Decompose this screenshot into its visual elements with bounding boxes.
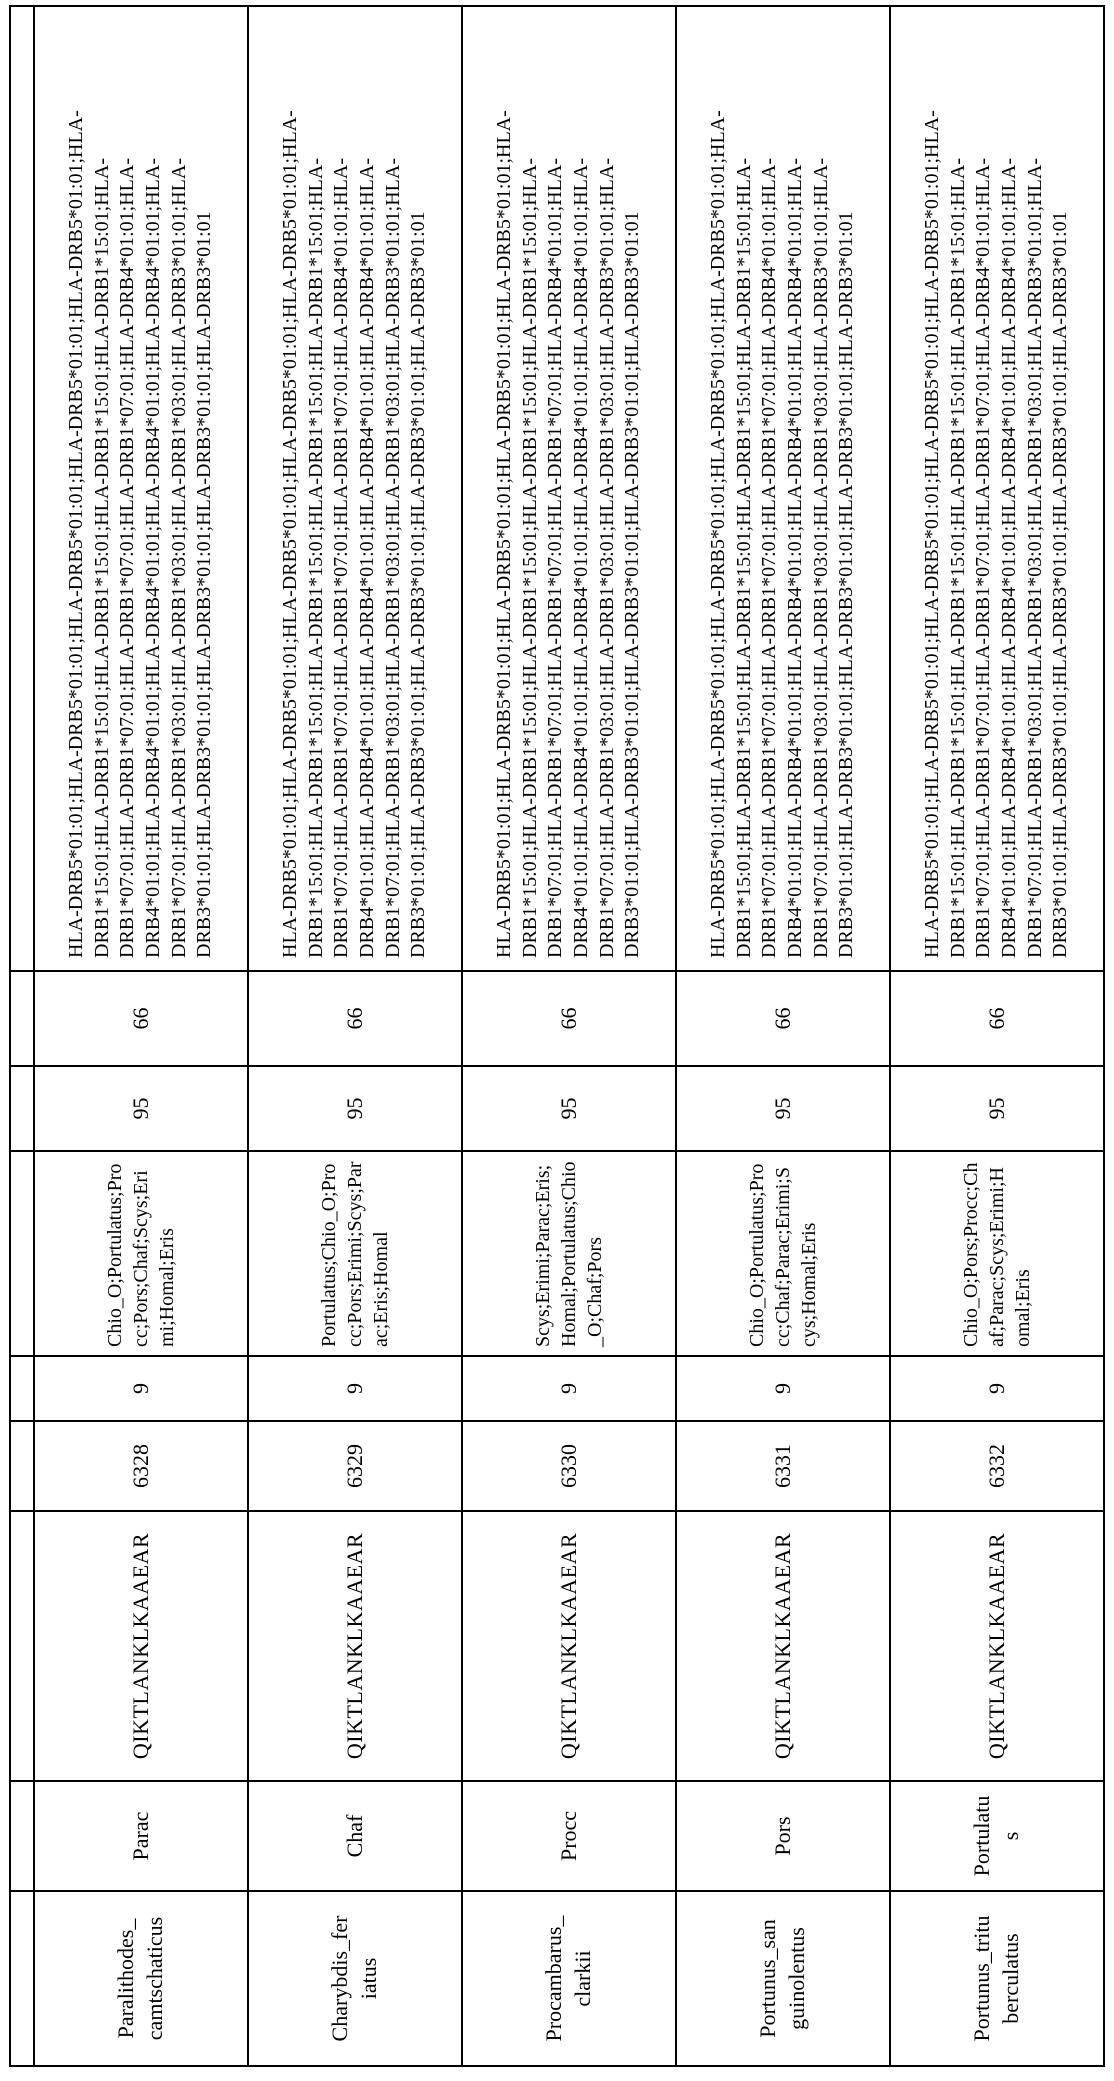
cell-code: Parac — [34, 1781, 248, 1891]
cell-score-b: 66 — [248, 971, 462, 1066]
cell-score-a: 95 — [890, 1066, 1104, 1151]
cell-organisms: Chio_O;Portulatus;Procc;Chaf;Parac;Erimi;Scys;Homal;Eris — [676, 1151, 890, 1356]
header-cell-empty — [10, 1891, 34, 2066]
cell-organisms: Chio_O;Pors;Procc;Chaf;Parac;Scys;Erimi;Homal;Eris — [890, 1151, 1104, 1356]
cell-peptide: QIKTLANKLKAAEAR — [462, 1511, 676, 1781]
cell-score-b: 66 — [676, 971, 890, 1066]
cell-peptide: QIKTLANKLKAAEAR — [34, 1511, 248, 1781]
cell-organisms: Chio_O;Portulatus;Procc;Pors;Chaf;Scys;Erimi;Homal;Eris — [34, 1151, 248, 1356]
cell-score-b: 66 — [890, 971, 1104, 1066]
cell-hla-alleles: HLA-DRB5*01:01;HLA-DRB5*01:01;HLA-DRB5*01:01;HLA-DRB5*01:01;HLA-DRB5*01:01;HLA-DRB1*15:01;HLA-DRB1*15:01;HLA-DRB1*15:01;HLA-DRB1*15:01;HLA-DRB1*15:01;HLA-DRB1*07:01;HLA-DRB1*07:01;HLA-DRB1*07:01;HLA-DRB1*07:01;HLA-DRB4*01:01;HLA-DRB4*01:01;HLA-DRB4*01:01;HLA-DRB4*01:01;HLA-DRB4*01:01;HLA-DRB4*01:01;HLA-DRB1*07:01;HLA-DRB1*03:01;HLA-DRB1*03:01;HLA-DRB1*03:01;HLA-DRB3*01:01;HLA-DRB3*01:01;HLA-DRB3*01:01;HLA-DRB3*01:01;HLA-DRB3*01:01;HLA-DRB3*01:01 — [676, 6, 890, 971]
cell-peptide: QIKTLANKLKAAEAR — [676, 1511, 890, 1781]
table-row — [462, 6, 676, 2066]
cell-species: Portunus_sanguinolentus — [676, 1891, 890, 2066]
rotated-table-container — [9, 7, 1105, 2067]
cell-seq-id: 6328 — [34, 1421, 248, 1511]
cell-seq-id: 6332 — [890, 1421, 1104, 1511]
cell-peptide: QIKTLANKLKAAEAR — [248, 1511, 462, 1781]
table-row — [248, 6, 462, 2066]
header-cell-empty — [10, 1781, 34, 1891]
header-cell-empty — [10, 6, 34, 971]
cell-count: 9 — [34, 1356, 248, 1421]
cell-code: Chaf — [248, 1781, 462, 1891]
cell-score-a: 95 — [676, 1066, 890, 1151]
header-cell-empty — [10, 1356, 34, 1421]
cell-organisms: Scys;Erimi;Parac;Eris;Homal;Portulatus;Chio_O;Chaf;Pors — [462, 1151, 676, 1356]
cell-hla-alleles: HLA-DRB5*01:01;HLA-DRB5*01:01;HLA-DRB5*01:01;HLA-DRB5*01:01;HLA-DRB5*01:01;HLA-DRB1*15:01;HLA-DRB1*15:01;HLA-DRB1*15:01;HLA-DRB1*15:01;HLA-DRB1*15:01;HLA-DRB1*07:01;HLA-DRB1*07:01;HLA-DRB1*07:01;HLA-DRB1*07:01;HLA-DRB4*01:01;HLA-DRB4*01:01;HLA-DRB4*01:01;HLA-DRB4*01:01;HLA-DRB4*01:01;HLA-DRB4*01:01;HLA-DRB1*07:01;HLA-DRB1*03:01;HLA-DRB1*03:01;HLA-DRB1*03:01;HLA-DRB3*01:01;HLA-DRB3*01:01;HLA-DRB3*01:01;HLA-DRB3*01:01;HLA-DRB3*01:01;HLA-DRB3*01:01 — [248, 6, 462, 971]
cell-score-a: 95 — [248, 1066, 462, 1151]
cell-score-a: 95 — [34, 1066, 248, 1151]
cell-code: Portulatus — [890, 1781, 1104, 1891]
header-cell-empty — [10, 971, 34, 1066]
table-row — [676, 6, 890, 2066]
cell-species: Procambarus_clarkii — [462, 1891, 676, 2066]
cell-score-b: 66 — [34, 971, 248, 1066]
cell-hla-alleles: HLA-DRB5*01:01;HLA-DRB5*01:01;HLA-DRB5*01:01;HLA-DRB5*01:01;HLA-DRB5*01:01;HLA-DRB1*15:01;HLA-DRB1*15:01;HLA-DRB1*15:01;HLA-DRB1*15:01;HLA-DRB1*15:01;HLA-DRB1*07:01;HLA-DRB1*07:01;HLA-DRB1*07:01;HLA-DRB1*07:01;HLA-DRB4*01:01;HLA-DRB4*01:01;HLA-DRB4*01:01;HLA-DRB4*01:01;HLA-DRB4*01:01;HLA-DRB4*01:01;HLA-DRB1*07:01;HLA-DRB1*03:01;HLA-DRB1*03:01;HLA-DRB1*03:01;HLA-DRB3*01:01;HLA-DRB3*01:01;HLA-DRB3*01:01;HLA-DRB3*01:01;HLA-DRB3*01:01;HLA-DRB3*01:01 — [890, 6, 1104, 971]
header-cell-empty — [10, 1421, 34, 1511]
cell-code: Procc — [462, 1781, 676, 1891]
cell-hla-alleles: HLA-DRB5*01:01;HLA-DRB5*01:01;HLA-DRB5*01:01;HLA-DRB5*01:01;HLA-DRB5*01:01;HLA-DRB1*15:01;HLA-DRB1*15:01;HLA-DRB1*15:01;HLA-DRB1*15:01;HLA-DRB1*15:01;HLA-DRB1*07:01;HLA-DRB1*07:01;HLA-DRB1*07:01;HLA-DRB1*07:01;HLA-DRB4*01:01;HLA-DRB4*01:01;HLA-DRB4*01:01;HLA-DRB4*01:01;HLA-DRB4*01:01;HLA-DRB4*01:01;HLA-DRB1*07:01;HLA-DRB1*03:01;HLA-DRB1*03:01;HLA-DRB1*03:01;HLA-DRB3*01:01;HLA-DRB3*01:01;HLA-DRB3*01:01;HLA-DRB3*01:01;HLA-DRB3*01:01;HLA-DRB3*01:01 — [34, 6, 248, 971]
cell-seq-id: 6331 — [676, 1421, 890, 1511]
cell-seq-id: 6329 — [248, 1421, 462, 1511]
cell-species: Paralithodes_camtschaticus — [34, 1891, 248, 2066]
cell-count: 9 — [676, 1356, 890, 1421]
cell-score-b: 66 — [462, 971, 676, 1066]
cell-species: Portunus_trituberculatus — [890, 1891, 1104, 2066]
header-cell-empty — [10, 1511, 34, 1781]
table-row — [34, 6, 248, 2066]
header-cell-empty — [10, 1066, 34, 1151]
cell-hla-alleles: HLA-DRB5*01:01;HLA-DRB5*01:01;HLA-DRB5*01:01;HLA-DRB5*01:01;HLA-DRB5*01:01;HLA-DRB1*15:01;HLA-DRB1*15:01;HLA-DRB1*15:01;HLA-DRB1*15:01;HLA-DRB1*15:01;HLA-DRB1*07:01;HLA-DRB1*07:01;HLA-DRB1*07:01;HLA-DRB1*07:01;HLA-DRB4*01:01;HLA-DRB4*01:01;HLA-DRB4*01:01;HLA-DRB4*01:01;HLA-DRB4*01:01;HLA-DRB4*01:01;HLA-DRB1*07:01;HLA-DRB1*03:01;HLA-DRB1*03:01;HLA-DRB1*03:01;HLA-DRB3*01:01;HLA-DRB3*01:01;HLA-DRB3*01:01;HLA-DRB3*01:01;HLA-DRB3*01:01;HLA-DRB3*01:01 — [462, 6, 676, 971]
cell-seq-id: 6330 — [462, 1421, 676, 1511]
table-row — [890, 6, 1104, 2066]
sequence-table — [9, 5, 1105, 2067]
table-header-row — [10, 6, 34, 2066]
cell-peptide: QIKTLANKLKAAEAR — [890, 1511, 1104, 1781]
cell-organisms: Portulatus;Chio_O;Procc;Pors;Erimi;Scys;Parac;Eris;Homal — [248, 1151, 462, 1356]
cell-code: Pors — [676, 1781, 890, 1891]
cell-score-a: 95 — [462, 1066, 676, 1151]
cell-count: 9 — [248, 1356, 462, 1421]
cell-species: Charybdis_feriatus — [248, 1891, 462, 2066]
cell-count: 9 — [462, 1356, 676, 1421]
cell-count: 9 — [890, 1356, 1104, 1421]
header-cell-empty — [10, 1151, 34, 1356]
